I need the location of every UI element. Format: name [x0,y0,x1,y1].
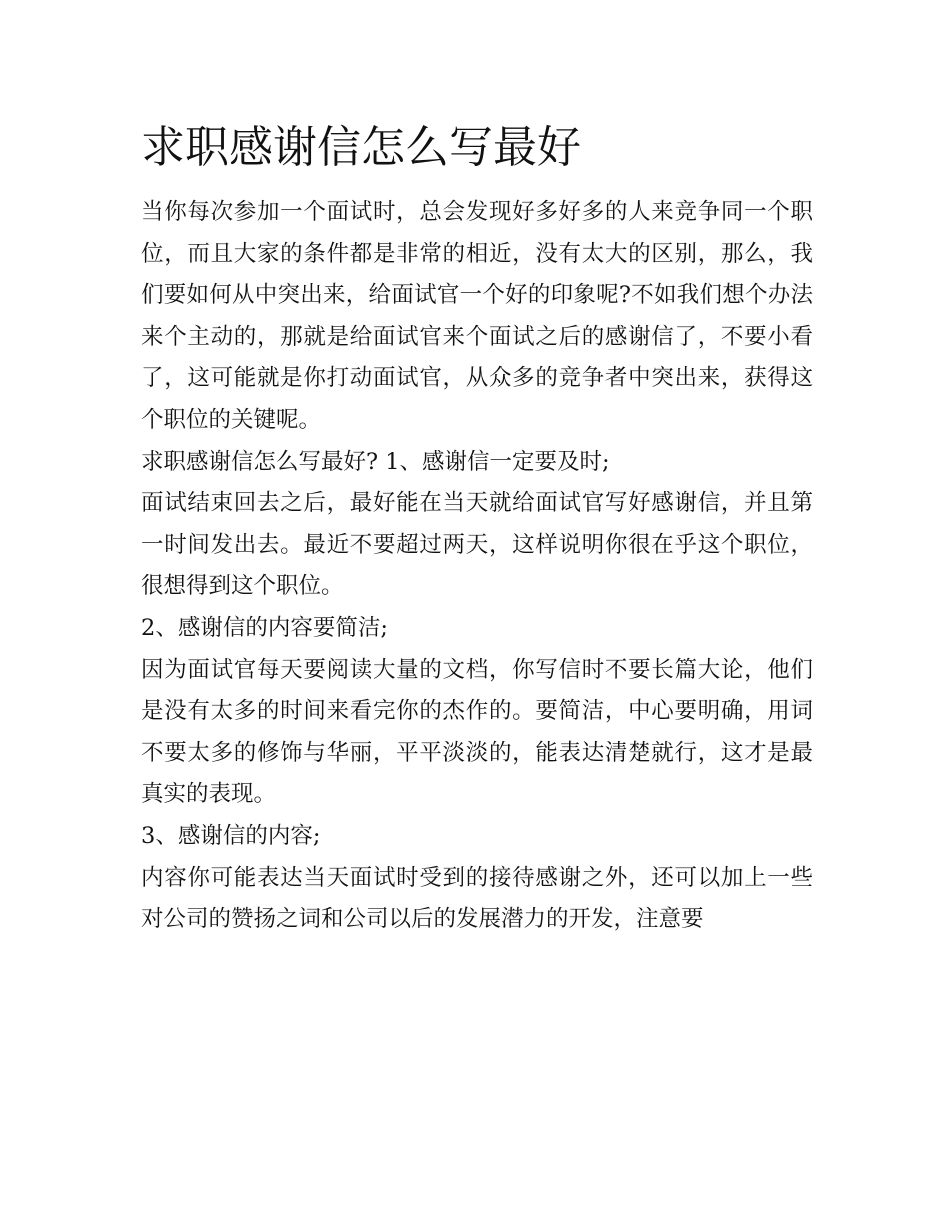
paragraph-tip-3-body: 内容你可能表达当天面试时受到的接待感谢之外，还可以加上一些对公司的赞扬之词和公司以后的发展潜力的开发，注意要 [141,864,813,933]
paragraph-tip-1-heading: 求职感谢信怎么写最好? 1、感谢信一定要及时; [141,448,610,475]
paragraph-tip-3-heading: 3、感谢信的内容; [141,822,321,849]
paragraph-intro: 当你每次参加一个面试时，总会发现好多好多的人来竞争同一个职位，而且大家的条件都是非常的相近，没有太大的区别，那么，我们要如何从中突出来，给面试官一个好的印象呢?不如我们想个办法来个主动的，那就是给面试官来个面试之后的感谢信了，不要小看了，这可能就是你打动面试官，从众多的竞争者中突出来，获得这个职位的关键呢。 [141,199,813,433]
paragraph-tip-2-heading: 2、感谢信的内容要简洁; [141,614,388,641]
document-body [141,112,813,941]
document-title: 求职感谢信怎么写最好 [141,122,581,173]
paragraph-tip-1-body: 面试结束回去之后，最好能在当天就给面试官写好感谢信，并且第一时间发出去。最近不要超过两天，这样说明你很在乎这个职位，很想得到这个职位。 [141,490,813,600]
paragraph-tip-2-body: 因为面试官每天要阅读大量的文档，你写信时不要长篇大论，他们是没有太多的时间来看完你的杰作的。要简洁，中心要明确，用词不要太多的修饰与华丽，平平淡淡的，能表达清楚就行，这才是最真实的表现。 [141,656,813,808]
